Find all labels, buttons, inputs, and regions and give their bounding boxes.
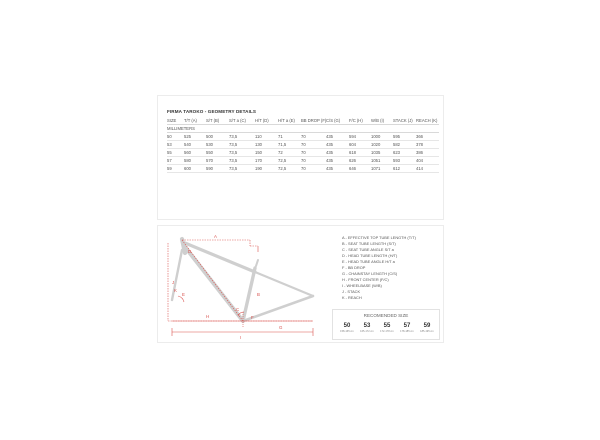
geometry-title: FIRMA TAROKO - GEOMETRY DETAILS — [167, 109, 257, 114]
table-cell: 70 — [301, 157, 326, 165]
legend-item: F - BB DROP — [342, 265, 366, 270]
size-height-range: 185-195 cm — [420, 330, 434, 333]
table-cell: 435 — [326, 133, 349, 141]
table-cell: 570 — [206, 157, 229, 165]
geometry-table — [167, 117, 439, 173]
diagram-panel — [157, 225, 444, 343]
table-cell: 626 — [349, 157, 371, 165]
table-cell: 72,5 — [278, 157, 301, 165]
table-cell: 618 — [349, 149, 371, 157]
unit-label: MILLIMETERS — [167, 125, 439, 133]
column-header: BB DROP (F) — [301, 118, 327, 123]
label-j: J — [172, 280, 175, 285]
size-number: 59 — [423, 323, 431, 329]
table-cell: 73,5 — [229, 165, 255, 173]
label-a: A — [214, 234, 217, 239]
table-cell: 73,5 — [229, 157, 255, 165]
table-row — [167, 165, 439, 173]
table-cell: 71,5 — [278, 141, 301, 149]
table-cell: 435 — [326, 157, 349, 165]
column-header: C/S (G) — [326, 117, 349, 125]
label-i: I — [240, 335, 242, 340]
label-f: F — [251, 315, 254, 320]
legend-item: D - HEAD TUBE LENGTH (H/T) — [342, 253, 398, 258]
table-cell: 378 — [416, 141, 439, 149]
table-cell: 366 — [416, 133, 439, 141]
column-header: H/T (D) — [255, 117, 278, 125]
table-cell: 530 — [206, 141, 229, 149]
table-cell: 70 — [301, 141, 326, 149]
geometry-panel — [157, 95, 444, 220]
table-cell: 73,5 — [229, 133, 255, 141]
table-cell: 500 — [206, 133, 229, 141]
label-c: C — [236, 307, 240, 312]
size-number: 55 — [383, 323, 391, 329]
legend-item: J - STACK — [342, 289, 361, 294]
size-height-range: 172-178 cm — [380, 330, 394, 333]
size-number: 57 — [403, 323, 411, 329]
recommended-size-title: RECOMENDED SIZE — [363, 313, 409, 318]
legend-item: C - SEAT TUBE ANGLE S/T a — [342, 247, 394, 252]
table-cell: 150 — [255, 149, 278, 157]
label-k: K — [174, 288, 177, 293]
size-height-range: 158-165 cm — [340, 330, 354, 333]
frame-diagram — [158, 226, 328, 344]
table-cell: 70 — [301, 165, 326, 173]
legend-item: K - REACH — [342, 295, 362, 300]
label-d: D — [188, 249, 192, 254]
table-cell: 1000 — [371, 133, 393, 141]
legend-item: G - CHAINSTAY LENGTH (C/S) — [342, 271, 398, 276]
table-header-row — [167, 117, 439, 125]
table-cell: 386 — [416, 149, 439, 157]
table-cell: 404 — [416, 157, 439, 165]
size-number: 50 — [343, 323, 351, 329]
column-header: S/T (B) — [206, 117, 229, 125]
label-e: E — [182, 292, 185, 297]
column-header: T/T (A) — [184, 117, 206, 125]
table-cell: 190 — [255, 165, 278, 173]
table-cell: 170 — [255, 157, 278, 165]
size-height-range: 178-185 cm — [400, 330, 414, 333]
table-row — [167, 133, 439, 141]
legend-item: I - WHEELBASE (W/B) — [342, 283, 382, 288]
table-cell: 59 — [167, 165, 184, 173]
table-cell: 1020 — [371, 141, 393, 149]
table-row — [167, 141, 439, 149]
column-header: H/T a (E) — [278, 117, 301, 125]
table-cell: 600 — [184, 165, 206, 173]
table-cell: 130 — [255, 141, 278, 149]
size-option — [377, 322, 397, 333]
column-header: REACH (K) — [416, 118, 438, 123]
table-cell: 71 — [278, 133, 301, 141]
table-cell: 414 — [416, 165, 439, 173]
table-cell: 1071 — [371, 165, 393, 173]
table-cell: 73,5 — [229, 149, 255, 157]
seat-post — [256, 260, 258, 266]
table-cell: 540 — [184, 141, 206, 149]
recommended-size-box — [332, 309, 440, 340]
size-option — [397, 322, 417, 333]
table-cell: 1051 — [371, 157, 393, 165]
label-g: G — [279, 325, 283, 330]
column-header: STACK (J) — [393, 117, 416, 125]
label-b: B — [257, 292, 260, 297]
table-cell: 612 — [393, 165, 416, 173]
table-cell: 604 — [349, 141, 371, 149]
table-cell: 590 — [206, 165, 229, 173]
size-option — [337, 322, 357, 333]
table-cell: 525 — [184, 133, 206, 141]
table-cell: 623 — [393, 149, 416, 157]
size-number: 53 — [363, 323, 371, 329]
table-cell: 594 — [349, 133, 371, 141]
table-cell: 55 — [167, 149, 184, 157]
table-cell: 70 — [301, 133, 326, 141]
table-cell: 53 — [167, 141, 184, 149]
dimension-labels — [172, 234, 283, 340]
table-cell: 72 — [278, 149, 301, 157]
column-header: S/T a (C) — [229, 117, 255, 125]
table-cell: 550 — [206, 149, 229, 157]
table-row — [167, 157, 439, 165]
table-row — [167, 149, 439, 157]
table-cell: 582 — [393, 141, 416, 149]
table-cell: 646 — [349, 165, 371, 173]
table-cell: 73,5 — [229, 141, 255, 149]
table-cell: 72,5 — [278, 165, 301, 173]
table-cell: 1035 — [371, 149, 393, 157]
table-cell: 593 — [393, 157, 416, 165]
head-tube — [182, 239, 185, 253]
table-cell: 595 — [393, 133, 416, 141]
table-cell: 435 — [326, 165, 349, 173]
table-cell: 435 — [326, 149, 349, 157]
legend-item: A - EFFECTIVE TOP TUBE LENGTH (T/T) — [342, 235, 416, 240]
seatstay — [255, 272, 313, 296]
table-cell: 580 — [184, 157, 206, 165]
legend-item: B - SEAT TUBE LENGTH (S/T) — [342, 241, 396, 246]
size-option — [417, 322, 437, 333]
column-header: F/C (H) — [349, 117, 371, 125]
table-cell: 57 — [167, 157, 184, 165]
size-height-range: 165-172 cm — [360, 330, 374, 333]
down-tube — [185, 247, 243, 321]
table-cell: 110 — [255, 133, 278, 141]
label-h: H — [206, 314, 210, 319]
legend-item: H - FRONT CENTER (F/C) — [342, 277, 389, 282]
column-header: SIZE — [167, 117, 184, 125]
size-option — [357, 322, 377, 333]
table-cell: 50 — [167, 133, 184, 141]
table-cell: 560 — [184, 149, 206, 157]
table-cell: 70 — [301, 149, 326, 157]
unit-row — [167, 125, 439, 133]
seat-tube — [243, 268, 255, 321]
column-header: W/B (I) — [371, 117, 393, 125]
legend-item: E - HEAD TUBE ANGLE H/T a — [342, 259, 395, 264]
bike-frame — [172, 239, 313, 321]
dimension-legend — [342, 235, 416, 301]
table-cell: 435 — [326, 141, 349, 149]
